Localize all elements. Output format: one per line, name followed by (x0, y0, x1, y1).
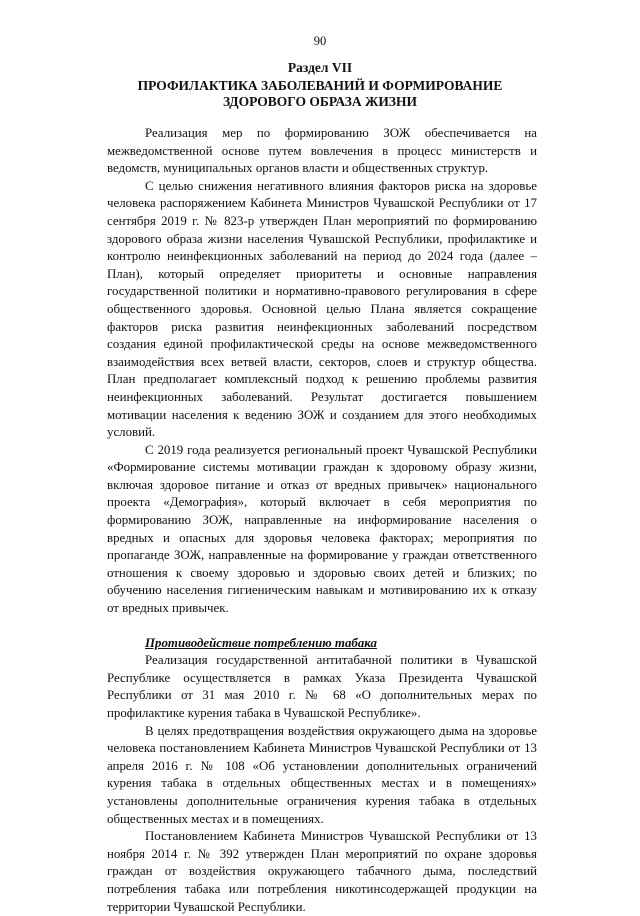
section-label: Раздел VII (287, 60, 353, 75)
paragraph-1: Реализация мер по формированию ЗОЖ обеспечивается на межведомственной основе путем вовлечения в процесс министерств и ведомств, муниципальных органов власти и общественных структур. (107, 126, 537, 176)
section-title (120, 78, 520, 110)
body-text (107, 125, 537, 916)
subsection-paragraph-1: Реализация государственной антитабачной политики в Чувашской Республике осуществляется в рамках Указа Президента Чувашской Республики от 31 мая 2010 г. № 68 «О дополнительных мерах по профилактике курения табака в Чувашской Республике». (107, 653, 537, 720)
page-number: 90 (313, 34, 327, 48)
paragraph-3: С 2019 года реализуется региональный проект Чувашской Республики «Формирование системы мотивации граждан к здоровому образу жизни, включая здоровое питание и отказ от вредных привычек» национального проекта «Демография», который включает в себя мероприятия по формированию ЗОЖ, направленные на информирование населения о вредных и опасных для здоровья человека факторах; мероприятия по пропаганде ЗОЖ, направленные на формирование у граждан ответственного отношения к своему здоровью и здоровью своих детей и близких; по обучению населения гигиеническим навыкам и мотивированию их к отказу от вредных привычек. (107, 442, 537, 616)
section-title-line-1: ПРОФИЛАКТИКА ЗАБОЛЕВАНИЙ И ФОРМИРОВАНИЕ (137, 78, 503, 93)
subsection-heading: Противодействие потреблению табака (145, 635, 377, 650)
subsection-paragraph-3: Постановлением Кабинета Министров Чувашской Республики от 13 ноября 2014 г. № 392 утвержден План мероприятий по охране здоровья граждан от воздействия окружающего табачного дыма, последствий потребления табака или потребления никотинсодержащей продукции на территории Чувашской Республики. (107, 829, 537, 914)
paragraph-2: С целью снижения негативного влияния факторов риска на здоровье человека распоряжением Кабинета Министров Чувашской Республики от 17 сентября 2019 г. № 823-р утвержден План мероприятий по формированию здорового образа жизни населения Чувашской Республики, профилактике и контролю неинфекционных заболеваний на период до 2024 года (далее – План), который определяет приоритеты и основные направления государственной политики и нормативно-правового регулирования в сфере общественного здоровья. Основной целью Плана является сокращение факторов риска развития неинфекционных заболеваний посредством создания единой профилактической среды на основе межведомственного взаимодействия всех ветвей власти, секторов, слоев и структур общества. План предполагает комплексный подход к решению проблемы развития неинфекционных заболеваний. Результат достигается повышением мотивации населения к ведению ЗОЖ и созданием для этого необходимых условий. (107, 178, 537, 440)
subsection-paragraph-2: В целях предотвращения воздействия окружающего дыма на здоровье человека постановлением Кабинета Министров Чувашской Республики от 13 апреля 2016 г. № 108 «Об установлении дополнительных ограничений курения табака в отдельных общественных местах и в помещениях» установлены дополнительные ограничения курения табака в отдельных общественных местах и в помещениях. (107, 723, 537, 826)
section-title-line-2: ЗДОРОВОГО ОБРАЗА ЖИЗНИ (223, 94, 417, 109)
